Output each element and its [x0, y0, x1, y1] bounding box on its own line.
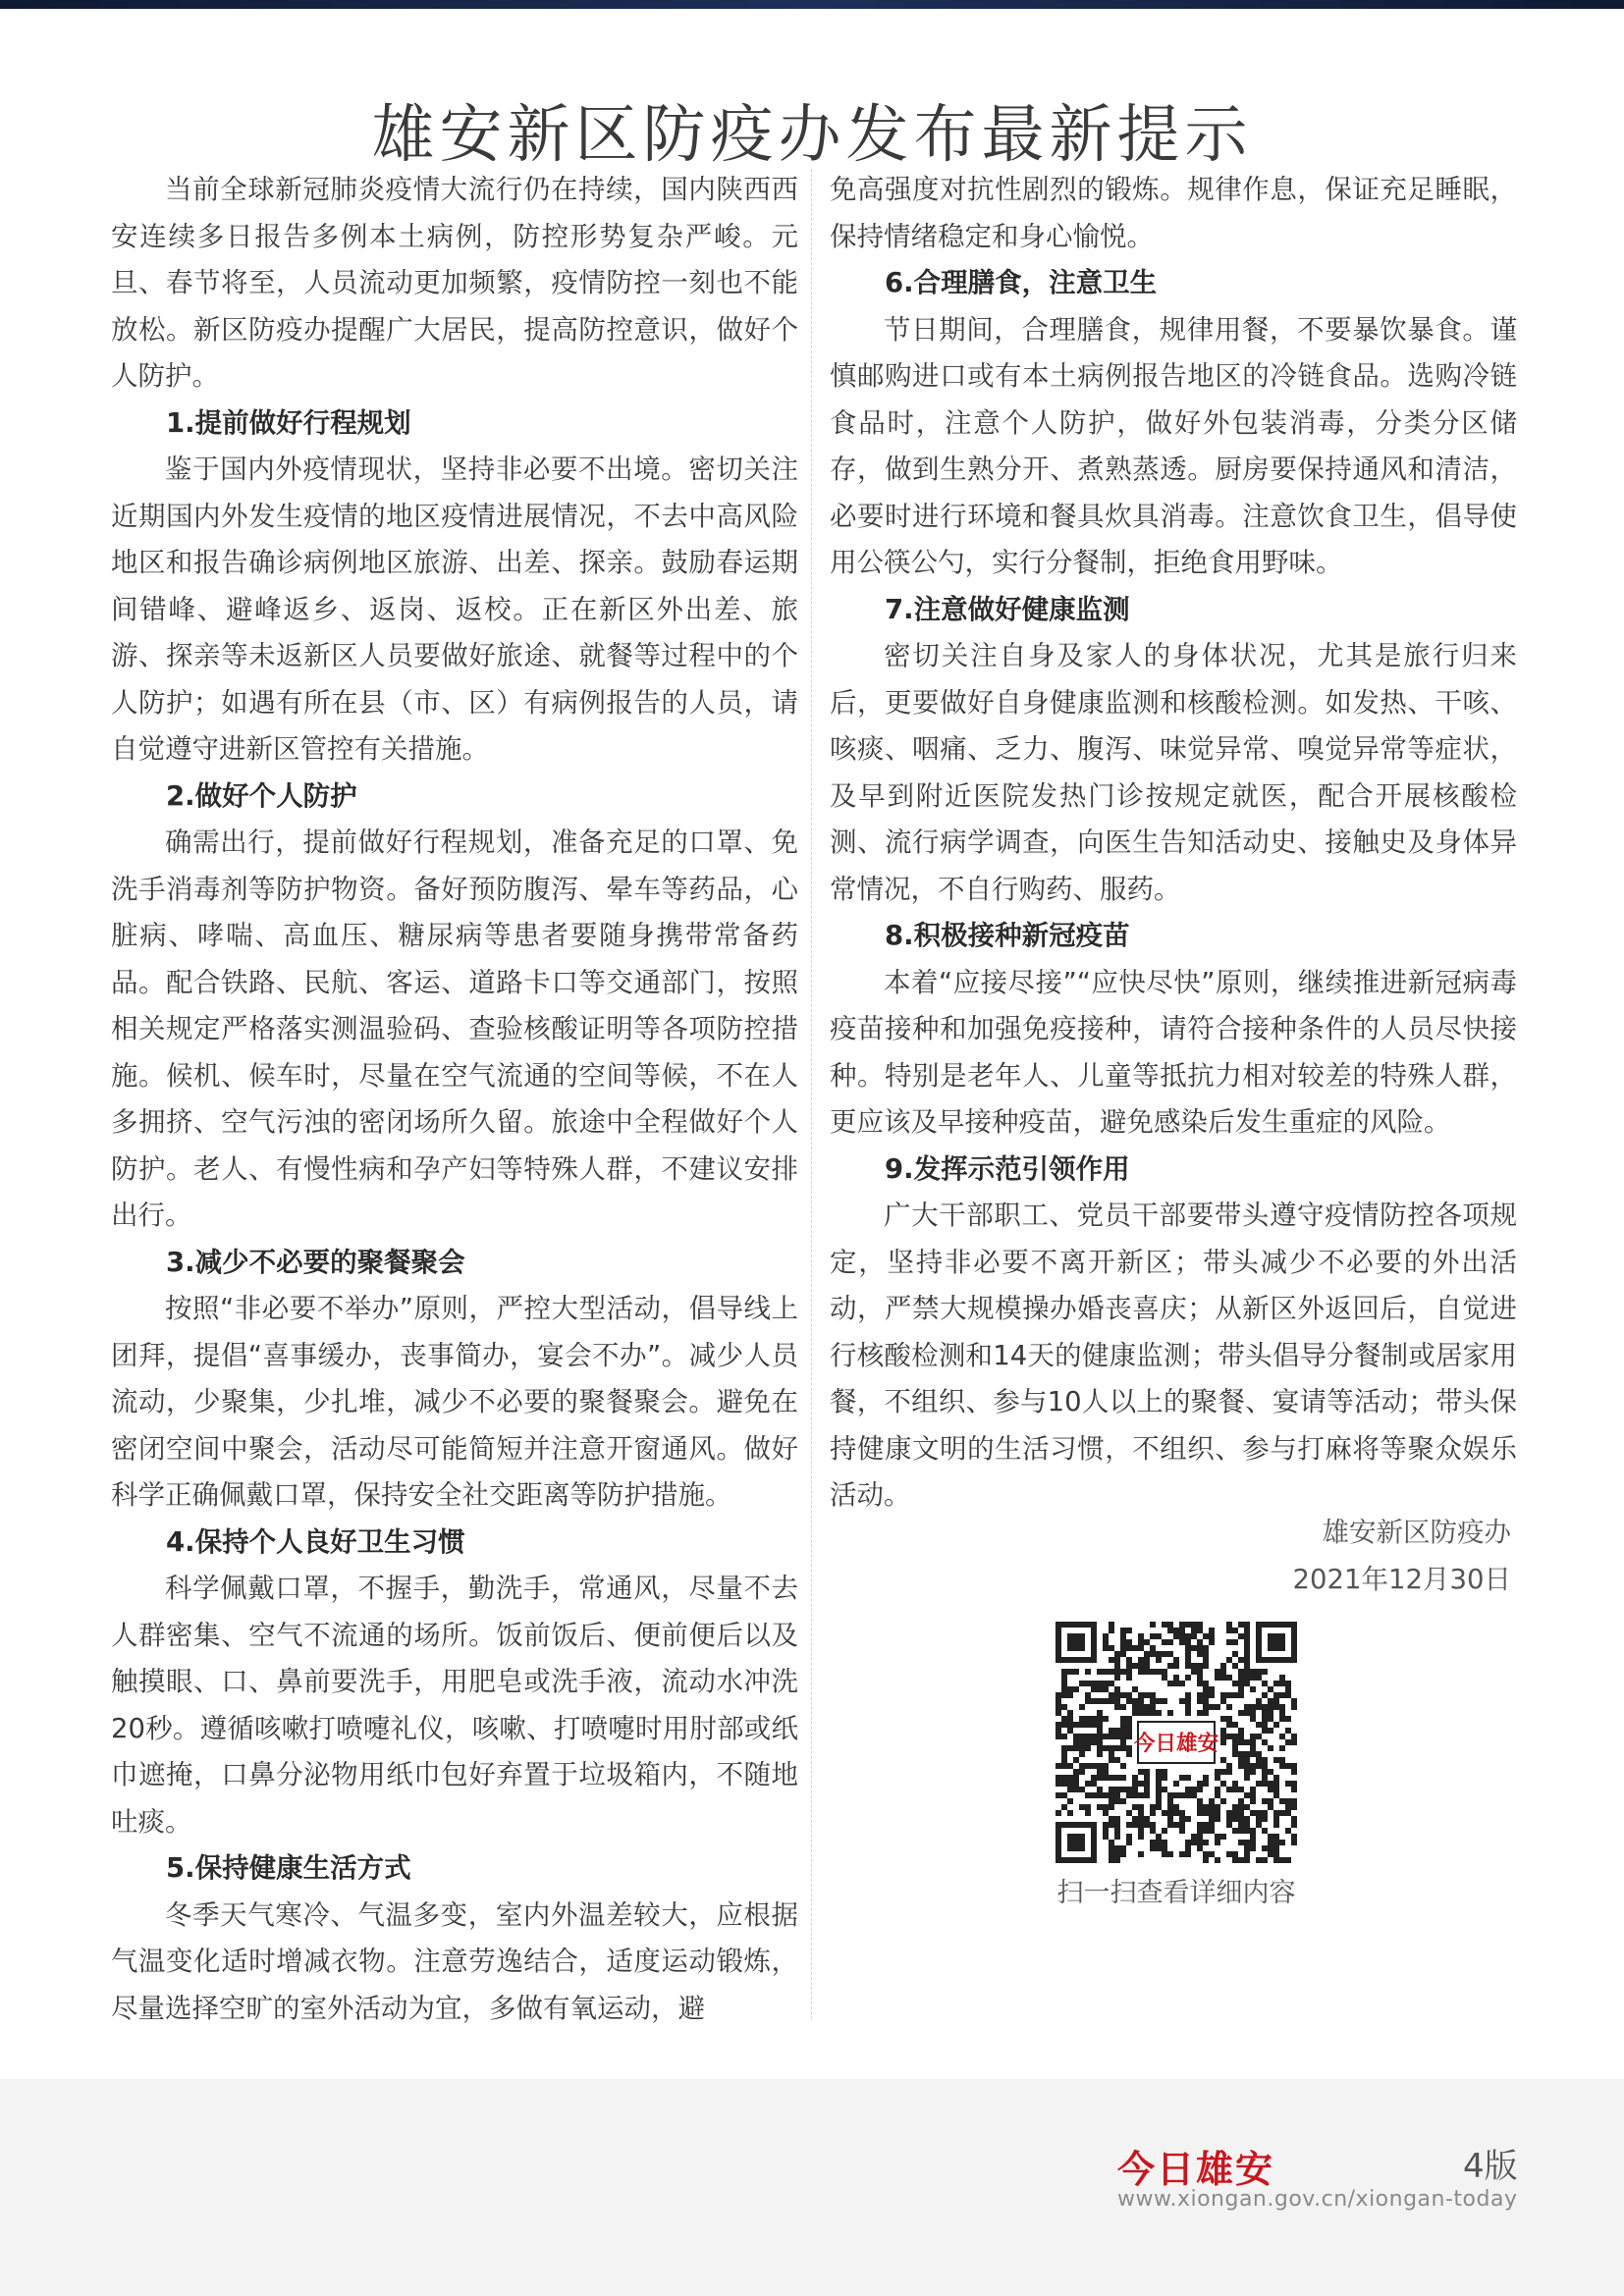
top-accent-bar [0, 0, 1624, 9]
section-heading-9: 9.发挥示范引领作用 [885, 1152, 1130, 1185]
section-body-5-continued: 免高强度对抗性剧烈的锻炼。规律作息，保证充足睡眠，保持情绪稳定和身心愉悦。 [830, 174, 1517, 252]
section-heading-4: 4.保持个人良好卫生习惯 [166, 1525, 465, 1558]
page-number: 4版 [1463, 2147, 1518, 2186]
section-body-2: 确需出行，提前做好行程规划，准备充足的口罩、免洗手消毒剂等防护物资。备好预防腹泻、晕车等药品，心脏病、哮喘、高血压、糖尿病等患者要随身携带常备药品。配合铁路、民航、客运、道路卡口等交通部门，按照相关规定严格落实测温验码、查验核酸证明等各项防控措施。候机、候车时，尽量在空气流通的空间等候，不在人多拥挤、空气污浊的密闭场所久留。旅途中全程做好个人防护。老人、有慢性病和孕产妇等特殊人群，不建议安排出行。 [111, 827, 798, 1231]
section-heading-6: 6.合理膳食，注意卫生 [885, 267, 1158, 298]
section-heading-5: 5.保持健康生活方式 [166, 1852, 411, 1884]
section-body-8: 本着“应接尽接”“应快尽快”原则，继续推进新冠病毒疫苗接种和加强免疫接种，请符合接种条件的人员尽快接种。特别是老年人、儿童等抵抗力相对较差的特殊人群，更应该及早接种疫苗，避免感染后发生重症的风险。 [830, 966, 1517, 1138]
signoff-block [1293, 1510, 1511, 1603]
section-heading-3: 3.减少不必要的聚餐聚会 [166, 1246, 465, 1278]
newspaper-logo: 今日雄安 [1117, 2147, 1275, 2191]
intro-paragraph: 当前全球新冠肺炎疫情大流行仍在持续，国内陕西西安连续多日报告多例本土病例，防控形势复杂严峻。元旦、春节将至，人员流动更加频繁，疫情防控一刻也不能放松。新区防疫办提醒广大居民，提高防控意识，做好个人防护。 [111, 174, 798, 392]
section-heading-7: 7.注意做好健康监测 [885, 593, 1130, 625]
section-heading-1: 1.提前做好行程规划 [166, 406, 411, 439]
page-title: 雄安新区防疫办发布最新提示 [371, 98, 1253, 172]
article-column-right [830, 167, 1517, 1520]
signoff-date: 2021年12月30日 [1292, 1563, 1511, 1595]
section-body-4: 科学佩戴口罩，不握手，勤洗手，常通风，尽量不去人群密集、空气不流通的场所。饭前饭后、便前便后以及触摸眼、口、鼻前要洗手，用肥皂或洗手液，流动水冲洗20秒。遵循咳嗽打喷嚏礼仪，咳嗽、打喷嚏时用肘部或纸巾遮掩，口鼻分泌物用纸巾包好弃置于垃圾箱内，不随地吐痰。 [111, 1573, 798, 1838]
qr-caption: 扫一扫查看详细内容 [1056, 1878, 1296, 1908]
section-body-7: 密切关注自身及家人的身体状况，尤其是旅行归来后，更要做好自身健康监测和核酸检测。如发热、干咳、咳痰、咽痛、乏力、腹泻、味觉异常、嗅觉异常等症状，及早到附近医院发热门诊按规定就医，配合开展核酸检测、流行病学调查，向医生告知活动史、接触史及身体异常情况，不自行购药、服药。 [830, 640, 1517, 905]
section-body-5: 冬季天气寒冷、气温多变，室内外温差较大，应根据气温变化适时增减衣物。注意劳逸结合，适度运动锻炼，尽量选择空旷的室外活动为宜，多做有氧运动，避 [111, 1898, 798, 2024]
footer-url-link[interactable]: www.xiongan.gov.cn/xiongan-today [1117, 2187, 1518, 2212]
column-divider [811, 169, 812, 2019]
qr-center-label: 今日雄安 [1133, 1731, 1219, 1756]
section-body-3: 按照“非必要不举办”原则，严控大型活动，倡导线上团拜，提倡“喜事缓办，丧事简办，宴会不办”。减少人员流动，少聚集，少扎堆，减少不必要的聚餐聚会。避免在密闭空间中聚会，活动尽可能简短并注意开窗通风。做好科学正确佩戴口罩，保持安全社交距离等防护措施。 [111, 1293, 798, 1511]
section-heading-8: 8.积极接种新冠疫苗 [885, 920, 1130, 951]
signoff-organization: 雄安新区防疫办 [1322, 1517, 1511, 1548]
section-body-1: 鉴于国内外疫情现状，坚持非必要不出境。密切关注近期国内外发生疫情的地区疫情进展情况，不去中高风险地区和报告确诊病例地区旅游、出差、探亲。鼓励春运期间错峰、避峰返乡、返岗、返校。正在新区外出差、旅游、探亲等未返新区人员要做好旅途、就餐等过程中的个人防护；如遇有所在县（市、区）有病例报告的人员，请自觉遵守进新区管控有关措施。 [111, 454, 798, 765]
section-body-6: 节日期间，合理膳食，规律用餐，不要暴饮暴食。谨慎邮购进口或有本土病例报告地区的冷链食品。选购冷链食品时，注意个人防护，做好外包装消毒，分类分区储存，做到生熟分开、煮熟蒸透。厨房要保持通风和清洁，必要时进行环境和餐具炊具消毒。注意饮食卫生，倡导使用公筷公勺，实行分餐制，拒绝食用野味。 [830, 313, 1517, 578]
section-heading-2: 2.做好个人防护 [166, 779, 357, 812]
qr-code[interactable] [1056, 1622, 1297, 1863]
article-column-left [111, 167, 798, 2032]
section-body-9: 广大干部职工、党员干部要带头遵守疫情防控各项规定，坚持非必要不离开新区；带头减少不必要的外出活动，严禁大规模操办婚丧喜庆；从新区外返回后，自觉进行核酸检测和14天的健康监测；带头倡导分餐制或居家用餐，不组织、参与10人以上的聚餐、宴请等活动；带头保持健康文明的生活习惯，不组织、参与打麻将等聚众娱乐活动。 [830, 1200, 1517, 1511]
